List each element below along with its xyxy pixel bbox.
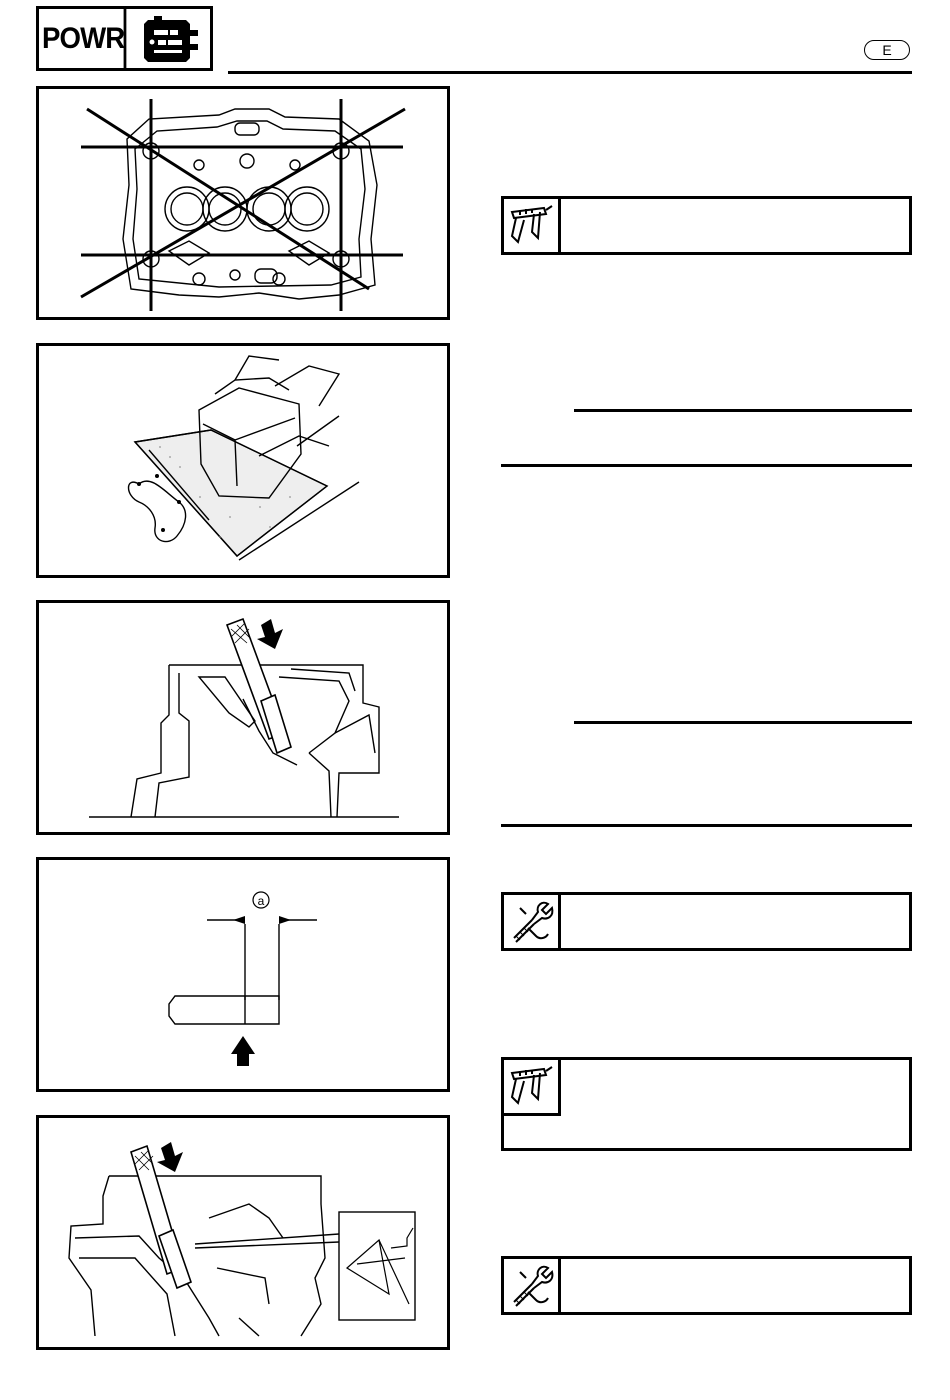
- valve-guide-position-diagram: [39, 860, 447, 1089]
- figure-valve-guide-removal: [36, 600, 450, 835]
- callout-a: a: [257, 894, 265, 908]
- special-tool-icon: [504, 1259, 561, 1312]
- figure-cylinder-head-warpage: [36, 86, 450, 320]
- power-unit-icon: [130, 9, 210, 68]
- spec-box-4: [501, 1256, 912, 1315]
- special-tool-icon: [504, 895, 561, 948]
- cylinder-head-resurfacing-diagram: [39, 346, 447, 575]
- valve-guide-installation-diagram: [39, 1118, 447, 1347]
- up-arrow-icon: [231, 1036, 255, 1066]
- header-rule: [228, 71, 912, 74]
- rule-3: [574, 721, 912, 724]
- spec-box-1: [501, 196, 912, 255]
- language-badge: E: [864, 40, 910, 60]
- figure-cylinder-head-resurfacing: [36, 343, 450, 578]
- cylinder-head-warpage-check-diagram: [39, 89, 447, 317]
- rule-2: [501, 464, 912, 467]
- spec-box-3: [501, 1057, 912, 1151]
- spec-box-2: [501, 892, 912, 951]
- valve-guide-removal-diagram: [39, 603, 447, 832]
- section-header: [36, 6, 213, 71]
- rule-1: [574, 409, 912, 412]
- caliper-icon: [504, 199, 561, 252]
- section-label: POWR: [43, 9, 127, 68]
- figure-valve-guide-position: [36, 857, 450, 1092]
- rule-4: [501, 824, 912, 827]
- caliper-icon: [504, 1060, 561, 1116]
- figure-valve-guide-installation: [36, 1115, 450, 1350]
